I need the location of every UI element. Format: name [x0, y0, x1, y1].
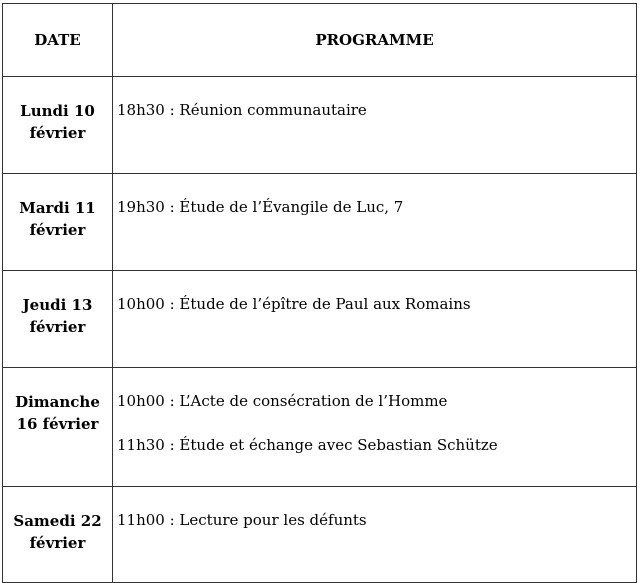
date-cell — [3, 487, 113, 583]
table-row — [3, 174, 637, 271]
programme-cell — [113, 368, 637, 487]
date-day: Dimanche — [15, 393, 100, 411]
table-row — [3, 368, 637, 487]
programme-cell — [113, 271, 637, 368]
date-cell — [3, 174, 113, 271]
programme-cell — [113, 174, 637, 271]
date-month: février — [29, 124, 86, 142]
programme-cell — [113, 487, 637, 583]
date-day: Samedi 22 — [13, 512, 102, 530]
date-column-header: DATE — [3, 4, 113, 77]
date-month: février — [29, 221, 86, 239]
date-cell — [3, 271, 113, 368]
table-header-row — [3, 4, 637, 77]
event-entry: 19h30 : Étude de l’Évangile de Luc, 7 — [117, 198, 404, 216]
table-row — [3, 271, 637, 368]
date-day: Mardi 11 — [19, 199, 96, 217]
date-cell — [3, 77, 113, 174]
event-entry: 10h00 : L’Acte de consécration de l’Homme — [117, 392, 448, 410]
date-month: 16 février — [16, 415, 99, 433]
schedule-table — [2, 3, 637, 583]
date-cell — [3, 368, 113, 487]
date-day: Lundi 10 — [20, 102, 95, 120]
event-entry: 11h30 : Étude et échange avec Sebastian Schütze — [117, 436, 498, 454]
date-month: février — [29, 534, 86, 552]
event-entry: 10h00 : Étude de l’épître de Paul aux Romains — [117, 295, 471, 313]
table-row — [3, 77, 637, 174]
date-month: février — [29, 318, 86, 336]
table-row — [3, 487, 637, 583]
programme-column-header: PROGRAMME — [113, 4, 637, 77]
event-entry: 18h30 : Réunion communautaire — [117, 101, 367, 119]
event-entry: 11h00 : Lecture pour les défunts — [117, 511, 367, 529]
date-day: Jeudi 13 — [22, 296, 93, 314]
programme-cell — [113, 77, 637, 174]
